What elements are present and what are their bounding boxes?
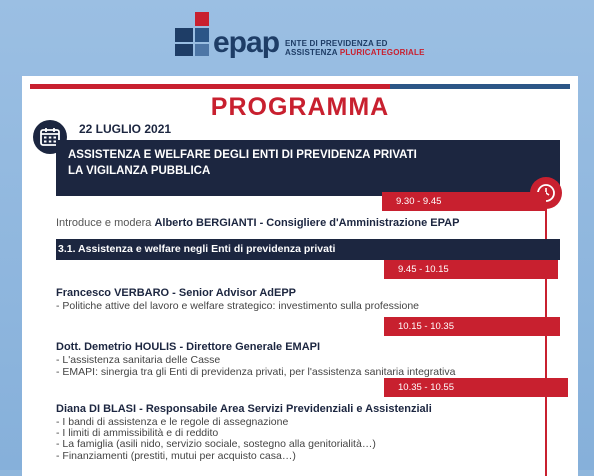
accent-bar-blue — [390, 84, 570, 89]
logo-square-red — [195, 12, 209, 26]
time-slot: 10.35 - 10.55 — [384, 378, 568, 397]
talk-speaker: Diana DI BLASI - Responsabile Area Servizi Previdenziali e Assistenziali — [56, 403, 432, 415]
talk-bullet: - Finanziamenti (prestiti, mutui per acquisto casa…) — [56, 450, 296, 462]
talk-bullet: - EMAPI: sinergia tra gli Enti di previdenza privati, per l'assistenza sanitaria integrativa — [56, 366, 456, 378]
talk-speaker: Dott. Demetrio HOULIS - Direttore Generale EMAPI — [56, 341, 321, 353]
logo-tagline-2 — [285, 48, 425, 57]
logo-tagline-2-highlight: PLURICATEGORIALE — [339, 48, 425, 57]
talk-bullet: - I limiti di ammissibilità e di reddito — [56, 427, 219, 439]
intro-prefix: Introduce e modera — [56, 217, 155, 229]
epap-logo — [175, 12, 435, 58]
session-title-line-2: LA VIGILANZA PUBBLICA — [68, 165, 211, 177]
page-title: PROGRAMMA — [210, 93, 390, 121]
talk-speaker: Francesco VERBARO - Senior Advisor AdEPP — [56, 287, 297, 299]
timeline-line — [545, 196, 547, 476]
section-header — [56, 239, 560, 260]
logo-square — [175, 28, 193, 42]
session-header — [56, 140, 560, 196]
talk-bullet: - La famiglia (asili nido, servizio sociale, sostegno alla genitorialità…) — [56, 438, 376, 450]
section-title: 3.1. Assistenza e welfare negli Enti di previdenza privati — [58, 243, 336, 255]
logo-brand: epap — [213, 26, 280, 59]
talk-bullet: - L'assistenza sanitaria delle Casse — [56, 354, 221, 366]
intro-speaker: Alberto BERGIANTI - Consigliere d'Amministrazione EPAP — [154, 217, 460, 229]
logo-tagline-1: ENTE DI PREVIDENZA ED — [285, 39, 388, 48]
talk-bullet: - Politiche attive del lavoro e welfare strategico: investimento sulla professione — [56, 300, 420, 312]
time-slot: 9.30 - 9.45 — [382, 192, 546, 211]
session-title-line-1: ASSISTENZA E WELFARE DEGLI ENTI DI PREVIDENZA PRIVATI — [68, 149, 417, 161]
logo-square — [195, 44, 209, 56]
logo-square — [195, 28, 209, 42]
program-sheet — [22, 76, 578, 476]
event-date: 22 LUGLIO 2021 — [79, 122, 172, 136]
talk-bullet: - I bandi di assistenza e le regole di assegnazione — [56, 416, 289, 428]
intro-line — [56, 217, 459, 230]
logo-square — [175, 44, 193, 56]
logo-tagline-2-prefix: ASSISTENZA — [285, 48, 340, 57]
top-accent-bar — [30, 84, 570, 89]
time-slot: 10.15 - 10.35 — [384, 317, 560, 336]
time-slot: 9.45 - 10.15 — [384, 260, 558, 279]
accent-bar-red — [30, 84, 390, 89]
